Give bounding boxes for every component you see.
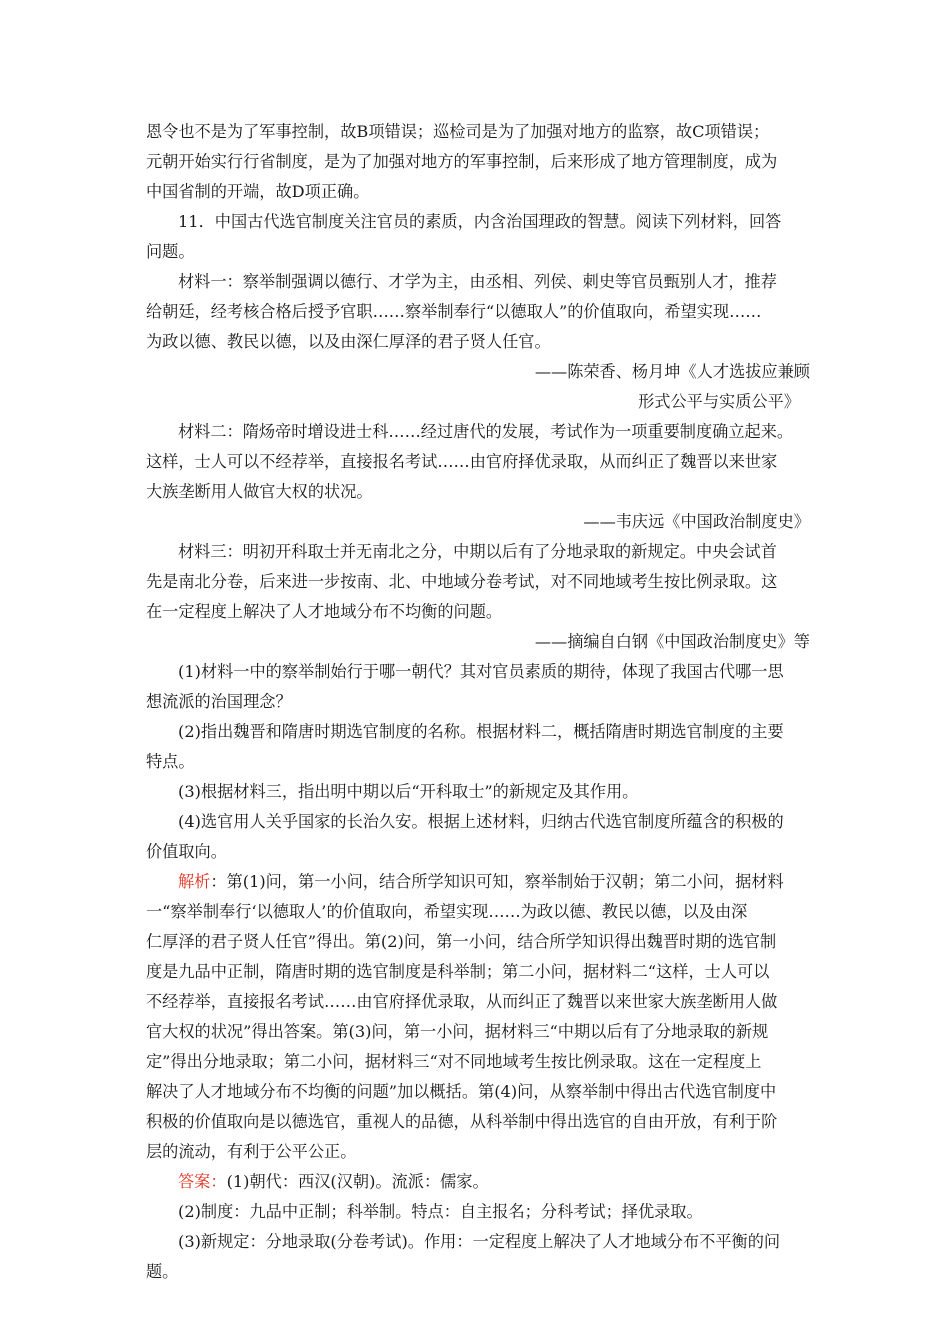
sub-question-4: (4)选官用人关乎国家的长治久安。根据上述材料，归纳古代选官制度所蕴含的积极的	[178, 812, 784, 831]
material-3: 材料三：明初开科取士并无南北之分，中期以后有了分地录取的新规定。中央会试首	[178, 542, 777, 561]
text-line: 在一定程度上解决了人才地域分布不均衡的问题。	[146, 602, 503, 621]
text-line: 题。	[146, 1262, 179, 1281]
answer-first-line	[146, 1167, 810, 1197]
text-line: 价值取向。	[146, 842, 227, 861]
text-line: 给朝廷，经考核合格后授予官职……察举制奉行“以德取人”的价值取向，希望实现……	[146, 302, 762, 321]
text-line: 度是九品中正制，隋唐时期的选官制度是科举制；第二小问，据材料二“这样，士人可以	[146, 962, 770, 981]
text-line: 先是南北分卷，后来进一步按南、北、中地域分卷考试，对不同地域考生按比例录取。这	[146, 572, 778, 591]
text-line: 特点。	[146, 752, 195, 771]
text-line: 一“察举制奉行‘以德取人’的价值取向，希望实现……为政以德、教民以德，以及由深	[146, 902, 748, 921]
text-line: 仁厚泽的君子贤人任官”得出。第(2)问，第一小问，结合所学知识得出魏晋时期的选官制	[146, 932, 777, 951]
citation: ——韦庆远《中国政治制度史》	[583, 512, 810, 531]
material-2: 材料二：隋炀帝时增设进士科……经过唐代的发展，考试作为一项重要制度确立起来。	[178, 422, 794, 441]
text-line: 定”得出分地录取；第二小问，据材料三“对不同地域考生按比例录取。这在一定程度上	[146, 1052, 762, 1071]
analysis-first-line	[146, 867, 810, 897]
answer-text: (1)朝代：西汉(汉朝)。流派：儒家。	[226, 1172, 489, 1191]
text-line: 解决了人才地域分布不均衡的问题”加以概括。第(4)问，从察举制中得出古代选官制度中	[146, 1082, 777, 1101]
text-line: 中国省制的开端，故D项正确。	[146, 182, 370, 201]
text-line: 恩令也不是为了军事控制，故B项错误；巡检司是为了加强对地方的监察，故C项错误；	[146, 122, 770, 141]
answer-label: 答案：	[178, 1172, 227, 1191]
analysis-text: ：第(1)问，第一小问，结合所学知识可知，察举制始于汉朝；第二小问，据材料	[210, 872, 784, 891]
sub-question-2: (2)指出魏晋和隋唐时期选官制度的名称。根据材料二，概括隋唐时期选官制度的主要	[178, 722, 784, 741]
answer-2: (2)制度：九品中正制；科举制。特点：自主报名；分科考试；择优录取。	[178, 1202, 703, 1221]
question-11-stem: 11．中国古代选官制度关注官员的素质，内含治国理政的智慧。阅读下列材料，回答	[178, 212, 782, 231]
text-line: 大族垄断用人做官大权的状况。	[146, 482, 373, 501]
text-line: 问题。	[146, 242, 195, 261]
citation: 形式公平与实质公平》	[638, 392, 800, 411]
text-line: 官大权的状况”得出答案。第(3)问，第一小问，据材料三“中期以后有了分地录取的新规	[146, 1022, 769, 1041]
sub-question-3: (3)根据材料三，指出明中期以后“开科取士”的新规定及其作用。	[178, 782, 639, 801]
analysis-label: 解析	[178, 872, 211, 891]
text-line: 积极的价值取向是以德选官，重视人的品德，从科举制中得出选官的自由开放，有利于阶	[146, 1112, 778, 1131]
text-line: 不经荐举，直接报名考试……由官府择优录取，从而纠正了魏晋以来世家大族垄断用人做	[146, 992, 778, 1011]
text-line: 想流派的治国理念？	[146, 692, 292, 711]
text-line: 这样，士人可以不经荐举，直接报名考试……由官府择优录取，从而纠正了魏晋以来世家	[146, 452, 778, 471]
citation: ——陈荣香、杨月坤《人才选拔应兼顾	[534, 362, 810, 381]
text-line: 为政以德、教民以德，以及由深仁厚泽的君子贤人任官。	[146, 332, 551, 351]
answer-3: (3)新规定：分地录取(分卷考试)。作用：一定程度上解决了人才地域分布不平衡的问	[178, 1232, 781, 1251]
material-1: 材料一：察举制强调以德行、才学为主，由丞相、列侯、刺史等官员甄别人才，推荐	[178, 272, 777, 291]
citation: ——摘编自白钢《中国政治制度史》等	[534, 632, 810, 651]
sub-question-1: (1)材料一中的察举制始行于哪一朝代？其对官员素质的期待，体现了我国古代哪一思	[178, 662, 784, 681]
text-line: 元朝开始实行行省制度，是为了加强对地方的军事控制，后来形成了地方管理制度，成为	[146, 152, 778, 171]
text-line: 层的流动，有利于公平公正。	[146, 1142, 357, 1161]
document-body	[146, 117, 810, 1287]
